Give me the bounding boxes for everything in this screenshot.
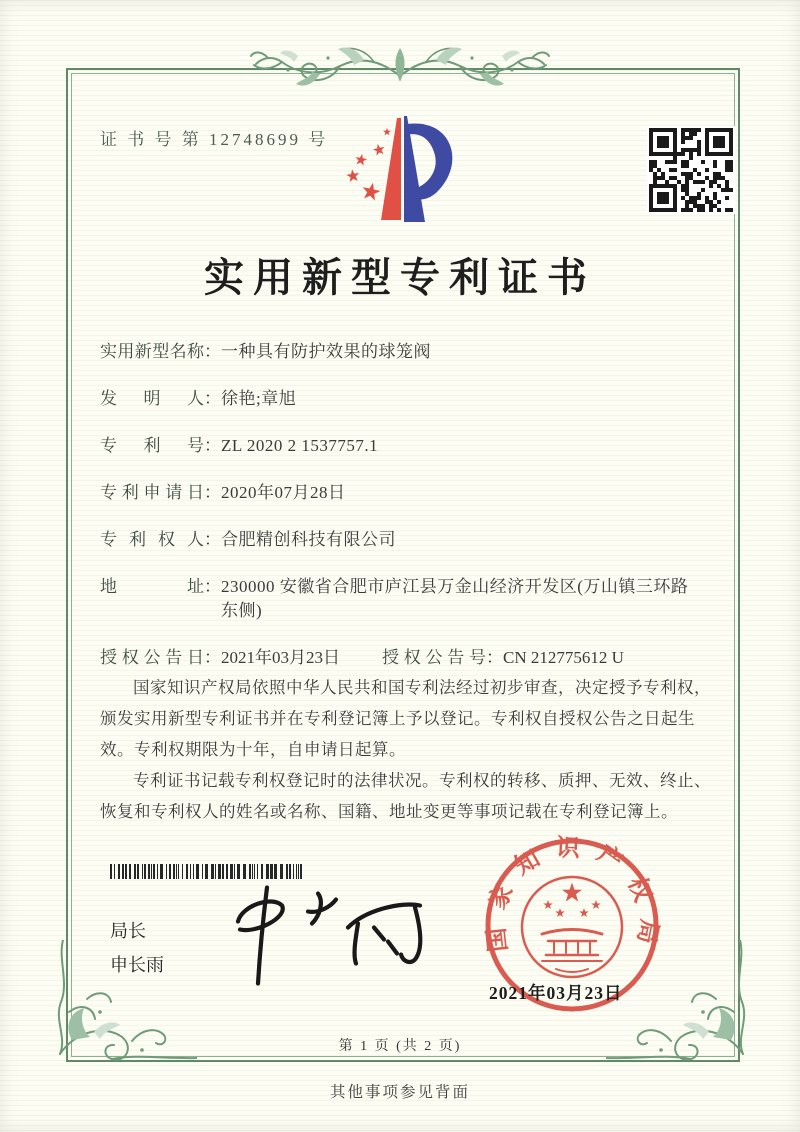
signer-name: 申长雨 — [110, 955, 164, 975]
field-label: 专利申请日 — [100, 483, 204, 502]
field-value: 一种具有防护效果的球笼阀 — [221, 342, 431, 361]
seal-date: 2021年03月23日 — [489, 983, 623, 1003]
signer-block — [110, 914, 164, 982]
colon: ： — [204, 342, 221, 361]
seal-ring-text: 国家知识产权局 — [482, 835, 663, 961]
colon: ： — [204, 577, 221, 596]
field-row-utility-name — [100, 340, 712, 364]
field-value: 合肥精创科技有限公司 — [221, 530, 396, 549]
field-value: CN 212775612 U — [503, 648, 624, 667]
field-row-filing-date — [100, 481, 712, 505]
field-row-patentee — [100, 528, 712, 552]
commissioner-signature-icon — [222, 876, 437, 994]
field-row-address — [100, 575, 712, 623]
field-label: 实用新型名称 — [100, 342, 204, 361]
field-label: 专利权人 — [100, 530, 204, 549]
grant-number-pair — [382, 646, 624, 670]
certificate-title: 实用新型专利证书 — [204, 255, 596, 300]
field-label: 授权公告号 — [382, 648, 486, 667]
field-row-grant — [100, 646, 712, 670]
field-value: 2021年03月23日 — [221, 648, 340, 667]
field-label: 授权公告日 — [100, 648, 204, 667]
field-row-patent-number — [100, 434, 712, 458]
field-row-inventor — [100, 387, 712, 411]
colon: ： — [204, 483, 221, 502]
field-label: 专利号 — [100, 436, 204, 455]
page-number: 第 1 页 (共 2 页) — [338, 1039, 462, 1054]
field-value: 2020年07月28日 — [221, 483, 346, 502]
colon: ： — [204, 530, 221, 549]
certificate-number: 证 书 号 第 12748699 号 — [100, 130, 329, 149]
field-value: ZL 2020 2 1537757.1 — [221, 436, 379, 455]
colon: ： — [204, 389, 221, 408]
legal-text-block — [100, 672, 714, 827]
legal-paragraph-1: 国家知识产权局依照中华人民共和国专利法经过初步审查，决定授予专利权，颁发实用新型专利证书并在专利登记簿上予以登记。专利权自授权公告之日起生效。专利权期限为十年，自申请日起算。 — [100, 678, 711, 759]
colon: ： — [204, 648, 221, 667]
signer-title: 局长 — [110, 921, 146, 941]
field-value: 230000 安徽省合肥市庐江县万金山经济开发区(万山镇三环路东侧) — [221, 577, 689, 620]
colon: ： — [204, 436, 221, 455]
cnipa-logo-icon — [335, 110, 475, 238]
qr-code-canvas — [649, 128, 733, 212]
field-label: 发明人 — [100, 389, 204, 408]
field-label: 地址 — [100, 577, 204, 596]
qr-code — [647, 126, 735, 214]
legal-paragraph-2: 专利证书记载专利权登记时的法律状况。专利权的转移、质押、无效、终止、恢复和专利权人的姓名或名称、国籍、地址变更等事项记载在专利登记簿上。 — [100, 771, 711, 821]
field-value: 徐艳;章旭 — [221, 389, 297, 408]
colon: ： — [486, 648, 503, 667]
grant-date-pair — [100, 646, 340, 670]
back-side-note: 其他事项参见背面 — [329, 1084, 470, 1101]
certificate-fields — [100, 340, 712, 693]
